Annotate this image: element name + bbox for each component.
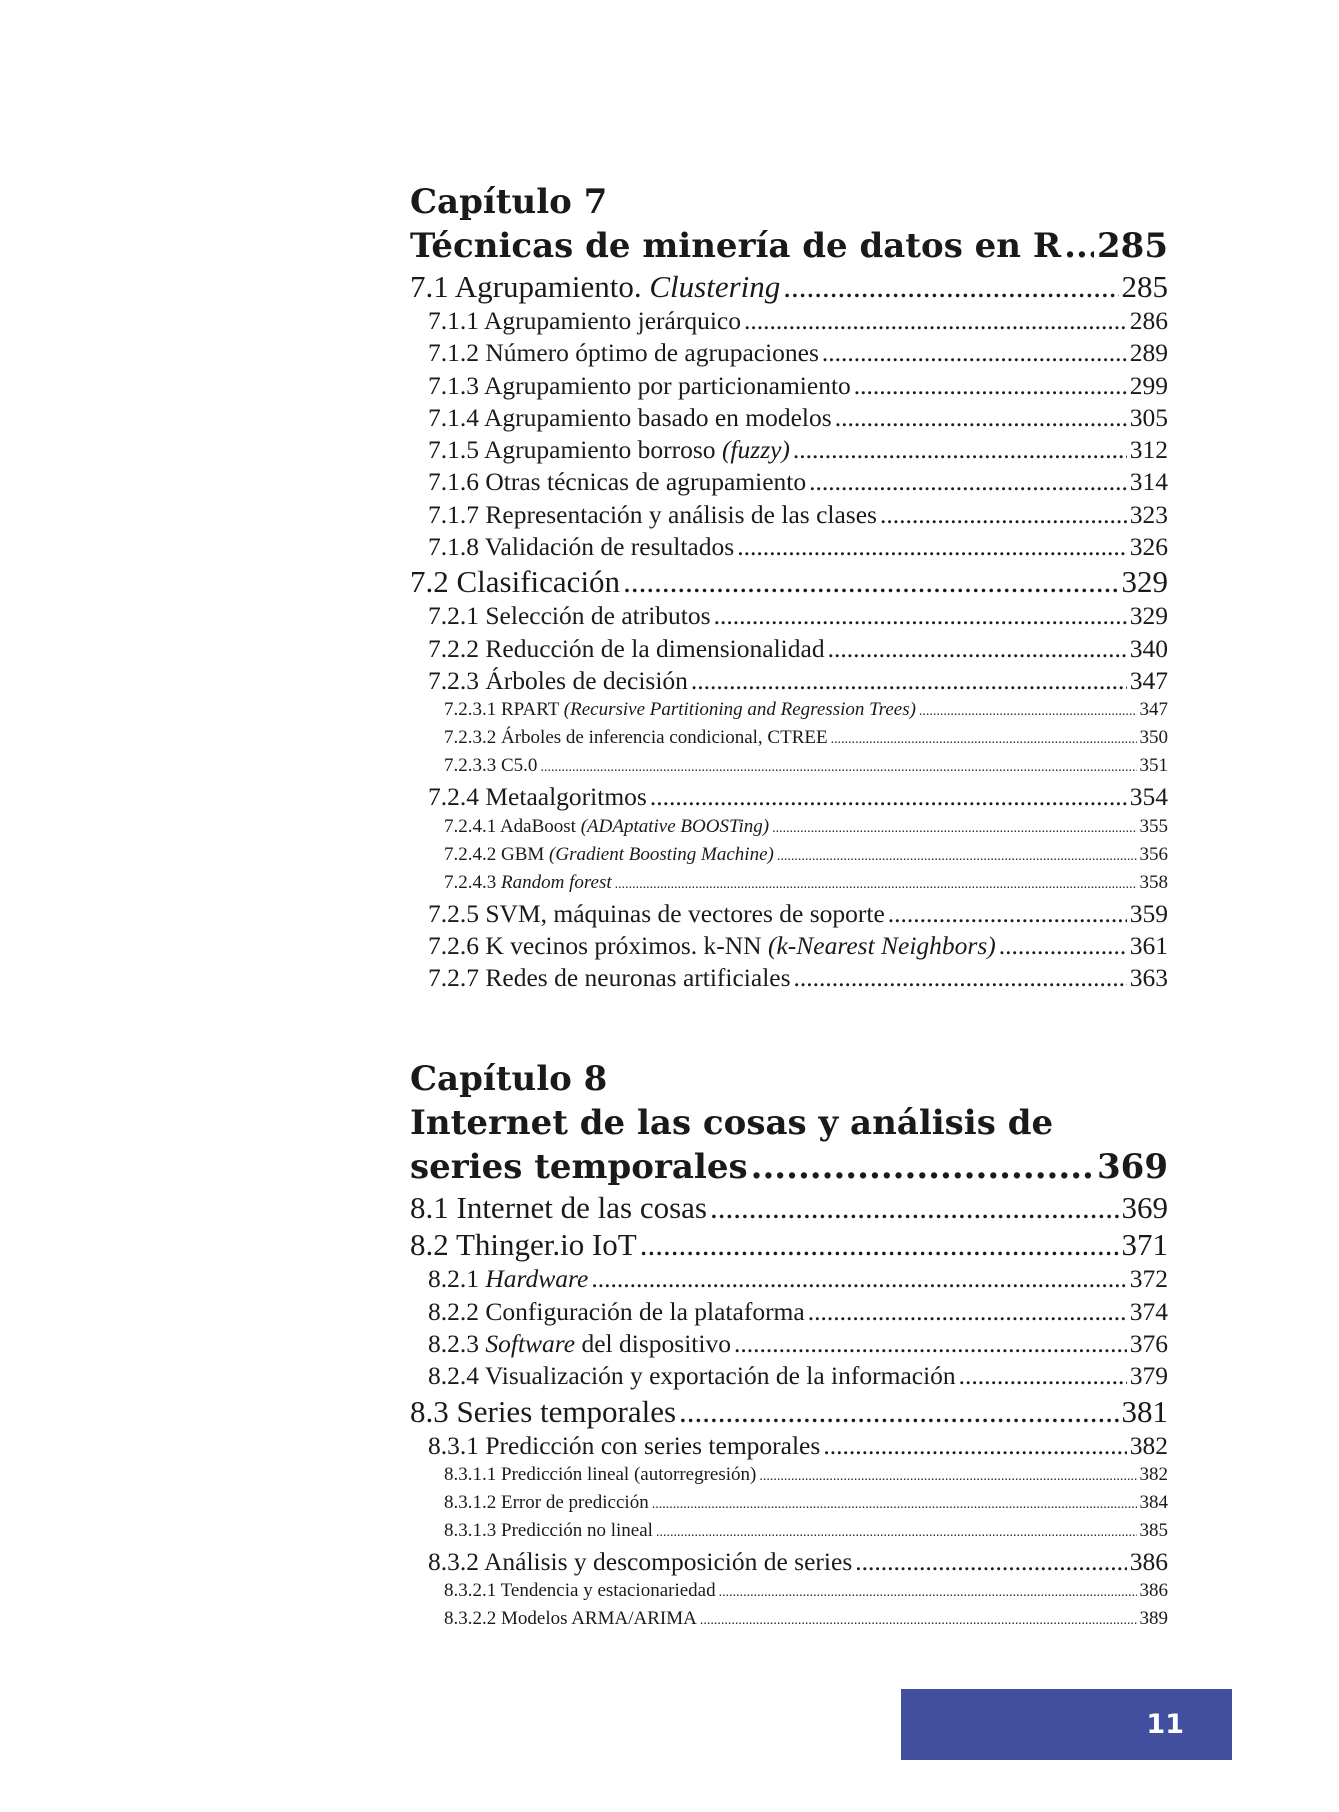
toc-entry: [410, 1296, 1168, 1328]
dot-leader: [959, 1360, 1127, 1392]
toc-page-number: 374: [1129, 1296, 1168, 1326]
dot-leader: [650, 781, 1127, 813]
toc-page-number: 372: [1129, 1264, 1168, 1294]
toc-entry: [410, 466, 1168, 498]
toc-page-number: 340: [1129, 633, 1168, 663]
toc-entry-title: [428, 370, 851, 402]
toc-entry-title: [410, 1393, 676, 1430]
toc-entry-title: [444, 753, 537, 779]
toc-page-number: 376: [1129, 1329, 1168, 1359]
toc-entry-text: 8.2.2 Configuración de la plataforma: [428, 1296, 805, 1326]
toc-entry-title: [428, 600, 711, 632]
toc-entry-text: (ADAptative BOOSTing): [580, 815, 770, 837]
toc-entry-text: 7.2 Clasificación: [410, 564, 621, 600]
toc-entry: [410, 781, 1168, 813]
toc-entry-title: [444, 1578, 716, 1604]
toc-entry-text: 7.2.1 Selección de atributos: [428, 601, 711, 631]
toc-entry-text: Clustering: [649, 269, 781, 304]
toc-entry-title: [428, 1360, 956, 1392]
dot-leader: [700, 1608, 1137, 1634]
chapter-label: Capítulo 8: [410, 1059, 608, 1100]
toc-page-number: 382: [1139, 1463, 1168, 1485]
toc-entry: [410, 531, 1168, 563]
page-number-badge: [901, 1689, 1232, 1760]
toc-entry-text: (Gradient Boosting Machine): [549, 843, 774, 865]
toc-entry-text: 7.1.3 Agrupamiento por particionamiento: [428, 370, 851, 400]
toc-entry-title: [428, 962, 791, 994]
dot-leader: [656, 1520, 1137, 1546]
toc-entry-text: 7.1.2 Número óptimo de agrupaciones: [428, 338, 819, 368]
toc-page-number: 355: [1139, 815, 1168, 837]
toc-entry: [410, 1546, 1168, 1578]
toc-page-number: 299: [1129, 370, 1168, 400]
dot-leader: [999, 930, 1127, 962]
dot-leader: [809, 466, 1127, 498]
toc-page-number: 382: [1129, 1430, 1168, 1460]
dot-leader: [772, 816, 1136, 842]
dot-leader: [783, 268, 1118, 305]
toc-page-number: 369: [1121, 1190, 1168, 1226]
chapter-title-row: [410, 224, 1168, 268]
toc-entry: [410, 600, 1168, 632]
toc-entry-text: 8.3.1.1 Predicción lineal (autorregresión): [444, 1463, 757, 1485]
dot-leader: [623, 563, 1118, 600]
dot-leader: [737, 531, 1127, 563]
toc-entry-title: [444, 1490, 649, 1516]
toc-entry: [410, 930, 1168, 962]
toc-page-number: 329: [1121, 564, 1168, 600]
dot-leader: [679, 1393, 1118, 1430]
toc-page-number: 354: [1129, 782, 1168, 812]
toc-entry-text: 8.3.2.2 Modelos ARMA/ARIMA: [444, 1608, 697, 1630]
toc-entry-title: [444, 697, 916, 723]
chapter-title: [410, 1145, 748, 1189]
dot-leader: [777, 844, 1137, 870]
toc-entry: [410, 563, 1168, 600]
toc-page-number: 286: [1129, 306, 1168, 335]
toc-entry-title: [428, 337, 819, 369]
dot-leader: [591, 1263, 1126, 1295]
toc-page-number: 359: [1129, 898, 1168, 928]
toc-page-number: 379: [1129, 1361, 1168, 1391]
toc-entry-title: [428, 1296, 805, 1328]
toc-entry-text: 7.1.5 Agrupamiento borroso: [428, 435, 722, 465]
dot-leader: [828, 633, 1127, 665]
toc-entry-title: [428, 1430, 820, 1462]
toc-page-number: 369: [1097, 1147, 1168, 1188]
toc-page-number: 312: [1129, 435, 1168, 465]
toc-entry-text: 8.3.1 Predicción con series temporales: [428, 1430, 821, 1460]
toc-entry-text: 7.1 Agrupamiento.: [410, 269, 650, 304]
chapter-title-line: Internet de las cosas y análisis de: [410, 1103, 1054, 1144]
toc-entry-text: 8.3 Series temporales: [410, 1393, 677, 1429]
toc-entry-text: 8.3.2.1 Tendencia y estacionariedad: [444, 1580, 716, 1602]
toc-page-number: 326: [1129, 532, 1168, 562]
toc-page-number: 381: [1121, 1393, 1168, 1429]
toc-entry-text: 7.2.3 Árboles de decisión: [428, 665, 688, 695]
toc-entry-text: 7.1.1 Agrupamiento jerárquico: [428, 306, 741, 335]
toc-entry-title: [428, 665, 688, 697]
toc-entry-title: [410, 563, 620, 600]
toc-page-number: 389: [1139, 1608, 1168, 1630]
toc-page-number: 363: [1129, 963, 1168, 993]
dot-leader: [822, 337, 1127, 369]
dot-leader: [710, 1189, 1119, 1226]
toc-entry: [410, 370, 1168, 402]
toc-entry: [410, 1518, 1168, 1546]
dot-leader: [835, 402, 1127, 434]
dot-leader: [794, 962, 1127, 994]
dot-leader: [823, 1430, 1126, 1462]
toc-entry-text: 8.1 Internet de las cosas: [410, 1190, 707, 1226]
toc-entry: [410, 1430, 1168, 1462]
toc-entry-text: Random forest: [501, 871, 612, 893]
toc-page-number: 358: [1139, 871, 1168, 893]
toc-page-number: 347: [1129, 665, 1168, 695]
toc-entry-text: 7.1.6 Otras técnicas de agrupamiento: [428, 467, 807, 497]
toc-entry-title: [428, 434, 790, 466]
toc-entry-title: [428, 1546, 852, 1578]
toc-entry-title: [410, 268, 780, 305]
toc-entry-text: series temporales: [410, 1147, 748, 1188]
toc-entry-text: 8.2.1: [428, 1264, 486, 1294]
dot-leader: [540, 755, 1136, 781]
toc-entry: [410, 305, 1168, 337]
toc-entry: [410, 1578, 1168, 1606]
toc-entry-title: [428, 1263, 588, 1295]
dot-leader: [691, 665, 1127, 697]
toc-entry-title: [444, 725, 828, 751]
toc-entry: [410, 434, 1168, 466]
dot-leader: [831, 727, 1137, 753]
dot-leader: [719, 1580, 1137, 1606]
toc-entry-title: [428, 402, 832, 434]
toc-entry-text: 8.2.4 Visualización y exportación de la información: [428, 1361, 956, 1391]
toc-entry-title: [444, 842, 774, 868]
toc-page-number: 356: [1139, 843, 1168, 865]
toc-page-number: 285: [1121, 269, 1168, 304]
toc-entry: [410, 1393, 1168, 1430]
toc-entry-text: 7.1.4 Agrupamiento basado en modelos: [428, 402, 832, 432]
toc-entry-title: [428, 1328, 731, 1360]
toc-entry-title: [410, 1189, 707, 1226]
toc-entry-text: Técnicas de minería de datos en R: [410, 226, 1062, 266]
toc-entry-title: [444, 1462, 756, 1488]
toc-entry-text: (fuzzy): [721, 435, 790, 465]
chapter-section: [410, 180, 1168, 994]
toc-entry-text: 7.2.7 Redes de neuronas artificiales: [428, 963, 791, 993]
dot-leader: [751, 1145, 1094, 1189]
toc-entry: [410, 814, 1168, 842]
toc-entry: [410, 1462, 1168, 1490]
toc-entry-text: 7.2.4.3: [444, 871, 501, 893]
toc-entry-text: 7.2.3.3 C5.0: [444, 755, 538, 777]
toc-entry: [410, 1490, 1168, 1518]
toc-entry-text: del dispositivo: [575, 1329, 731, 1359]
toc-entry: [410, 665, 1168, 697]
toc-entry-title: [428, 305, 741, 337]
dot-leader: [714, 600, 1127, 632]
dot-leader: [640, 1226, 1119, 1263]
toc-page-number: 386: [1129, 1546, 1168, 1576]
toc-entry-text: 7.2.2 Reducción de la dimensionalidad: [428, 633, 825, 663]
toc-entry-title: [428, 466, 806, 498]
toc-entry-text: 8.3.1.3 Predicción no lineal: [444, 1519, 653, 1541]
toc-page-number: 384: [1139, 1491, 1168, 1513]
table-of-contents: [410, 180, 1168, 1634]
toc-entry-title: [428, 930, 996, 962]
chapter-title: [410, 224, 1061, 268]
toc-entry: [410, 962, 1168, 994]
toc-page-number: 361: [1129, 930, 1168, 960]
toc-entry-text: 7.2.4 Metaalgoritmos: [428, 782, 647, 812]
dot-leader: [855, 1546, 1127, 1578]
dot-leader: [854, 370, 1127, 402]
toc-entry-text: 7.1.7 Representación y análisis de las clases: [428, 499, 877, 529]
toc-page-number: 385: [1139, 1519, 1168, 1541]
toc-entry-title: [428, 531, 734, 563]
toc-entry: [410, 1263, 1168, 1295]
dot-leader: [888, 898, 1127, 930]
dot-leader: [759, 1464, 1136, 1490]
toc-entry-text: 7.2.4.2 GBM: [444, 843, 550, 865]
toc-entry-text: 7.1.8 Validación de resultados: [428, 532, 735, 562]
toc-page-number: 386: [1139, 1580, 1168, 1602]
toc-entry: [410, 337, 1168, 369]
toc-entry-title: [444, 814, 769, 840]
toc-entry: [410, 268, 1168, 305]
toc-page-number: 350: [1139, 727, 1168, 749]
toc-page-number: 371: [1121, 1227, 1168, 1263]
dot-leader: [744, 305, 1127, 337]
toc-entry: [410, 697, 1168, 725]
toc-entry-title: [410, 1226, 637, 1263]
toc-entry-text: 7.2.5 SVM, máquinas de vectores de soporte: [428, 898, 885, 928]
dot-leader: [808, 1296, 1127, 1328]
page-number: 11: [1146, 1709, 1184, 1740]
dot-leader: [1064, 224, 1094, 268]
toc-page-number: 305: [1129, 402, 1168, 432]
chapter-label: Capítulo 7: [410, 182, 608, 222]
toc-entry: [410, 633, 1168, 665]
toc-entry-text: 8.3.2 Análisis y descomposición de series: [428, 1546, 853, 1576]
toc-entry: [410, 753, 1168, 781]
toc-entry-title: [428, 633, 825, 665]
toc-entry-text: 8.2.3: [428, 1329, 486, 1359]
dot-leader: [880, 499, 1127, 531]
chapter-title-row: [410, 1145, 1168, 1189]
toc-entry-text: 7.2.6 K vecinos próximos. k-NN: [428, 930, 768, 960]
toc-entry: [410, 842, 1168, 870]
dot-leader: [919, 699, 1137, 725]
dot-leader: [652, 1492, 1137, 1518]
toc-entry-text: 7.2.3.1 RPART: [444, 699, 564, 721]
toc-entry-text: (Recursive Partitioning and Regression Trees): [563, 699, 916, 721]
chapter-section: [410, 1057, 1168, 1634]
toc-entry: [410, 1606, 1168, 1634]
toc-entry: [410, 499, 1168, 531]
dot-leader: [615, 872, 1137, 898]
toc-entry: [410, 1226, 1168, 1263]
toc-entry-title: [444, 1606, 697, 1632]
toc-entry-text: (k-Nearest Neighbors): [767, 930, 996, 960]
toc-entry-title: [428, 499, 877, 531]
toc-entry-title: [428, 898, 885, 930]
toc-page-number: 351: [1139, 755, 1168, 777]
toc-entry: [410, 1189, 1168, 1226]
toc-entry-text: Software: [485, 1329, 576, 1359]
toc-entry-title: [428, 781, 647, 813]
toc-entry-title: [444, 1518, 653, 1544]
toc-entry-title: [444, 870, 612, 896]
toc-entry: [410, 898, 1168, 930]
toc-entry-text: 8.3.1.2 Error de predicción: [444, 1491, 649, 1513]
toc-page-number: 347: [1139, 699, 1168, 721]
dot-leader: [793, 434, 1127, 466]
toc-page-number: 285: [1097, 226, 1168, 266]
toc-entry: [410, 725, 1168, 753]
toc-entry-text: 7.2.4.1 AdaBoost: [444, 815, 581, 837]
toc-entry: [410, 870, 1168, 898]
toc-page-number: 314: [1129, 467, 1168, 497]
toc-entry-text: Hardware: [485, 1264, 589, 1294]
toc-page-number: 323: [1129, 499, 1168, 529]
toc-page-number: 289: [1129, 338, 1168, 368]
dot-leader: [734, 1328, 1127, 1360]
toc-entry: [410, 1328, 1168, 1360]
toc-entry: [410, 1360, 1168, 1392]
toc-entry-text: 7.2.3.2 Árboles de inferencia condicional, CTREE: [444, 727, 828, 749]
toc-entry-text: 8.2 Thinger.io IoT: [410, 1227, 637, 1263]
toc-entry: [410, 402, 1168, 434]
toc-page-number: 329: [1129, 601, 1168, 631]
